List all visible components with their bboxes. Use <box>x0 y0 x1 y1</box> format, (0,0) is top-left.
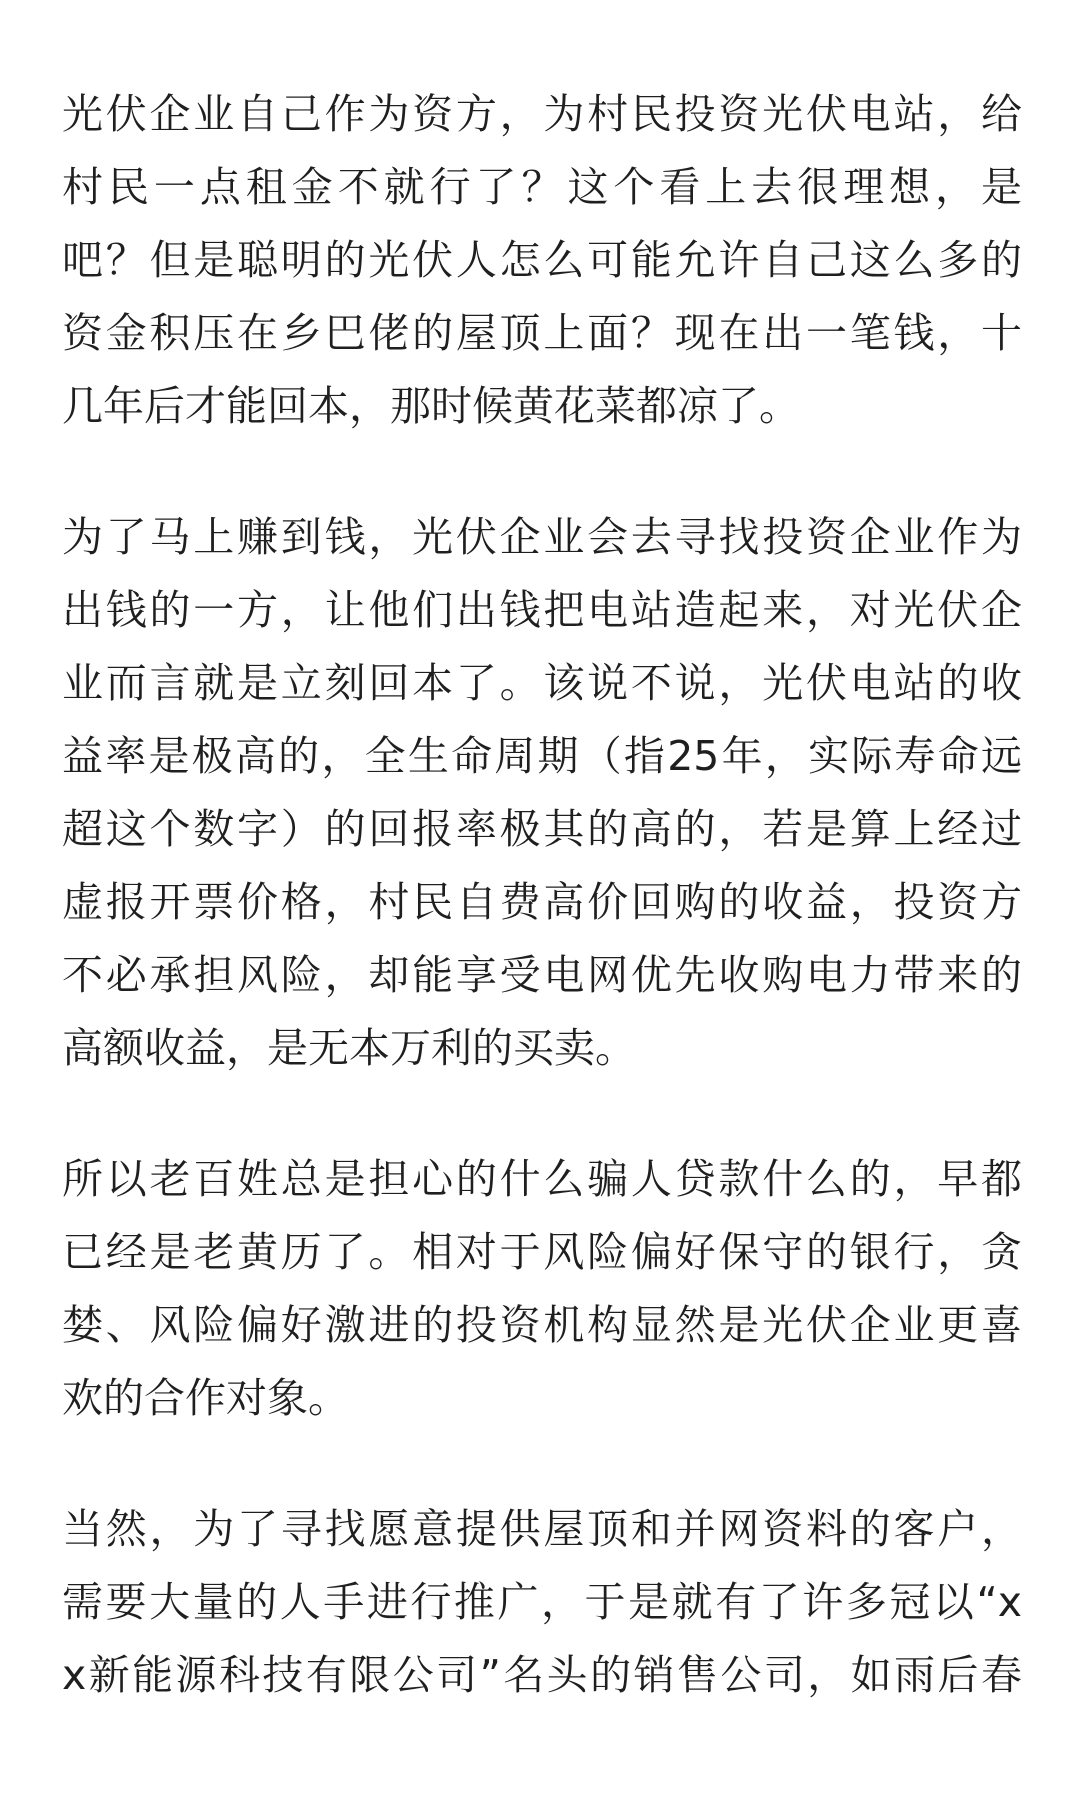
text-line: 业而言就是立刻回本了。该说不说，光伏电站的收 <box>62 659 1022 707</box>
text-line: 欢的合作对象。 <box>62 1374 349 1422</box>
text-line: 高额收益，是无本万利的买卖。 <box>62 1024 636 1072</box>
text-line: 为了马上赚到钱，光伏企业会去寻找投资企业作为 <box>62 513 1022 561</box>
text-line: 需要大量的人手进行推广，于是就有了许多冠以“x <box>62 1578 1022 1626</box>
text-line: 出钱的一方，让他们出钱把电站造起来，对光伏企 <box>62 586 1022 634</box>
text-line: 婪、风险偏好激进的投资机构显然是光伏企业更喜 <box>62 1301 1022 1349</box>
text-line: 超这个数字）的回报率极其的高的，若是算上经过 <box>62 805 1022 853</box>
text-line: 不必承担风险，却能享受电网优先收购电力带来的 <box>62 951 1022 999</box>
text-line: 已经是老黄历了。相对于风险偏好保守的银行，贪 <box>62 1228 1022 1276</box>
text-line: 当然，为了寻找愿意提供屋顶和并网资料的客户， <box>62 1505 1022 1553</box>
text-line: 虚报开票价格，村民自费高价回购的收益，投资方 <box>62 878 1022 926</box>
text-line: 吧？但是聪明的光伏人怎么可能允许自己这么多的 <box>62 236 1022 284</box>
text-line: 光伏企业自己作为资方，为村民投资光伏电站，给 <box>62 90 1022 138</box>
article-body <box>62 78 1022 1770</box>
paragraph <box>62 1143 1022 1435</box>
text-line: 所以老百姓总是担心的什么骗人贷款什么的，早都 <box>62 1155 1022 1203</box>
paragraph <box>62 501 1022 1085</box>
text-line: 资金积压在乡巴佬的屋顶上面？现在出一笔钱，十 <box>62 309 1022 357</box>
text-line: 益率是极高的，全生命周期（指25年，实际寿命远 <box>62 732 1022 780</box>
text-line: 几年后才能回本，那时候黄花菜都凉了。 <box>62 382 800 430</box>
text-line: 村民一点租金不就行了？这个看上去很理想，是 <box>62 163 1022 211</box>
paragraph <box>62 1493 1022 1712</box>
text-line: x新能源科技有限公司”名头的销售公司，如雨后春 <box>62 1651 1022 1699</box>
paragraph <box>62 78 1022 443</box>
